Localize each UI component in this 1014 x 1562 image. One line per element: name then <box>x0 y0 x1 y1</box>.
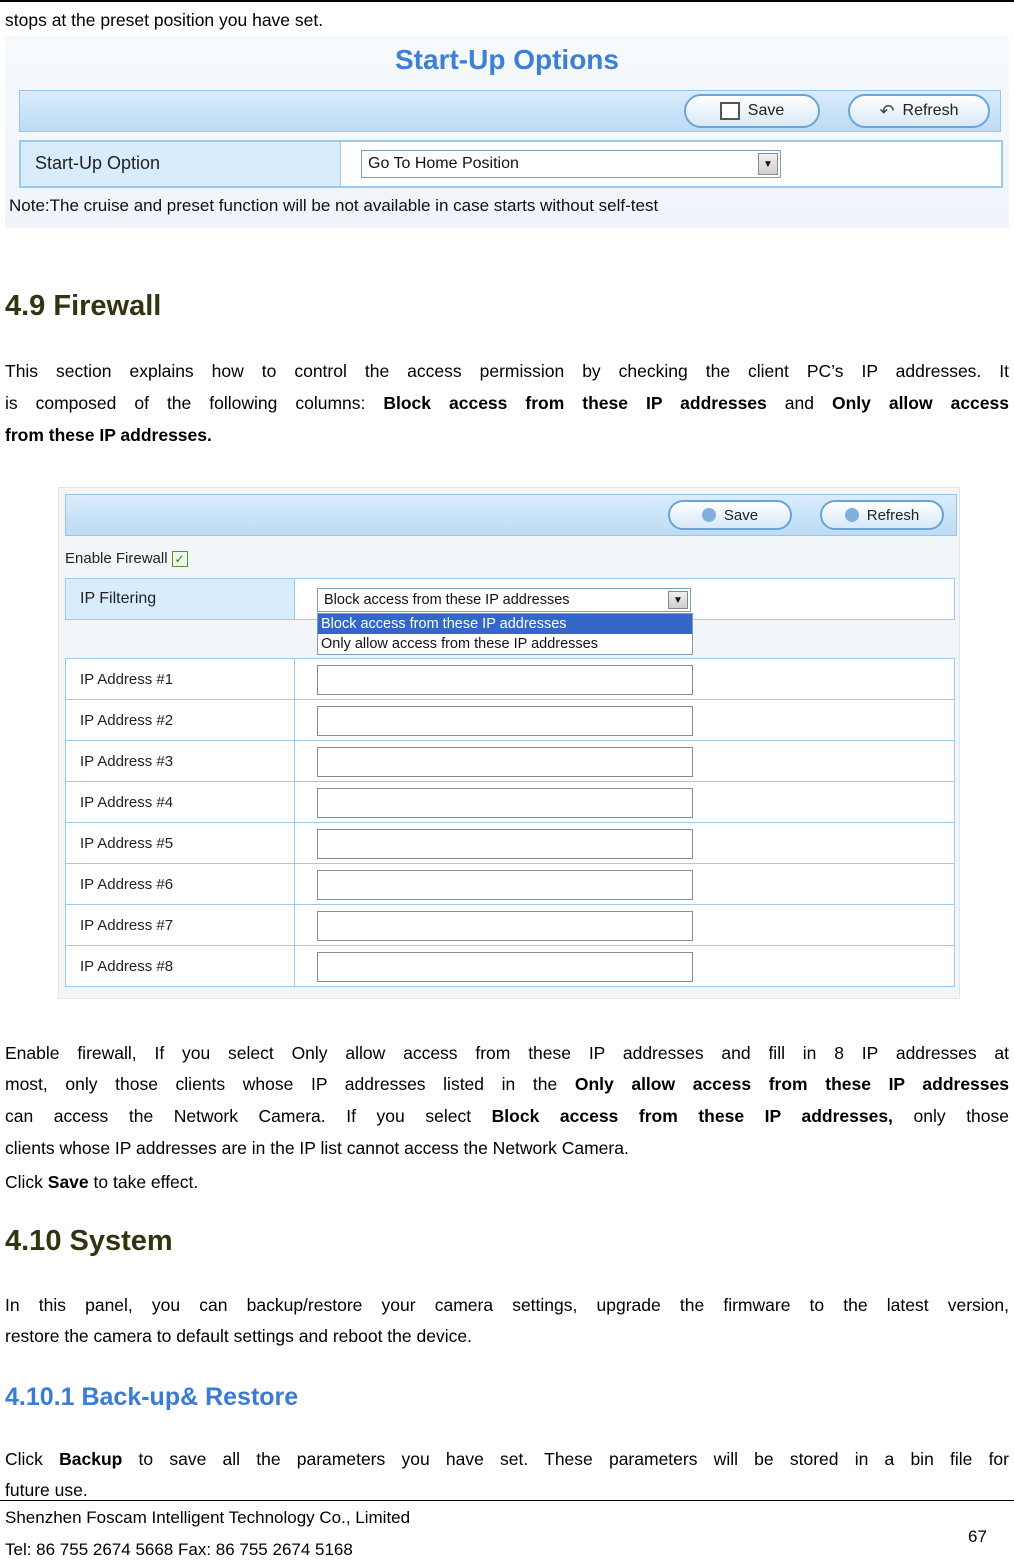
save-circle-icon <box>702 508 716 522</box>
ip-address-input-1[interactable] <box>317 665 693 695</box>
table-row <box>65 781 955 823</box>
ip-filtering-select[interactable] <box>317 588 691 612</box>
startup-refresh-label: Refresh <box>902 102 959 119</box>
firewall-desc-line-1: Enable firewall, If you select Only allow access from these IP addresses and fill in 8 IP addresses at <box>5 1043 1009 1063</box>
ip-address-input-4[interactable] <box>317 788 693 818</box>
ip-address-label: IP Address #4 <box>66 782 295 822</box>
firewall-intro-line-3 <box>5 423 212 447</box>
enable-firewall-checkbox[interactable]: ✓ <box>172 551 188 567</box>
startup-save-button[interactable] <box>684 94 820 128</box>
firewall-intro-2a: is composed of the following columns: <box>5 393 384 413</box>
footer-company: Shenzhen Foscam Intelligent Technology Co., Limited <box>5 1508 411 1527</box>
top-rule <box>0 0 1014 2</box>
backup-line-1 <box>5 1447 1009 1471</box>
table-row <box>65 904 955 946</box>
startup-save-label: Save <box>747 102 785 119</box>
footer-rule <box>0 1500 1014 1501</box>
startup-options-screenshot <box>5 36 1009 228</box>
chevron-down-icon: ▼ <box>668 591 688 609</box>
startup-refresh-button[interactable] <box>848 94 990 128</box>
firewall-intro-3: from these IP addresses. <box>5 425 212 445</box>
startup-option-select[interactable] <box>361 150 781 178</box>
dropdown-option-allow[interactable]: Only allow access from these IP addresses <box>321 636 598 652</box>
system-line-2: restore the camera to default settings and reboot the device. <box>5 1326 472 1346</box>
firewall-desc-3b: Block access from these IP addresses, <box>491 1106 893 1126</box>
ip-address-input-8[interactable] <box>317 952 693 982</box>
firewall-refresh-label: Refresh <box>866 506 920 524</box>
startup-option-row <box>19 140 1003 188</box>
table-row <box>65 740 955 782</box>
enable-firewall-label: Enable Firewall <box>65 550 168 567</box>
ip-address-label: IP Address #1 <box>66 659 295 699</box>
ip-address-input-7[interactable] <box>317 911 693 941</box>
startup-title: Start-Up Options <box>395 44 619 75</box>
firewall-desc-5a: Click <box>5 1172 48 1192</box>
table-row <box>65 699 955 741</box>
footer-contact: Tel: 86 755 2674 5668 Fax: 86 755 2674 5168 <box>5 1540 353 1559</box>
firewall-intro-2c: and <box>766 393 832 413</box>
ip-address-input-3[interactable] <box>317 747 693 777</box>
firewall-save-button[interactable] <box>668 500 792 530</box>
subsection-heading-backup: 4.10.1 Back-up& Restore <box>5 1383 299 1411</box>
ip-address-input-5[interactable] <box>317 829 693 859</box>
continued-text: stops at the preset position you have set. <box>5 10 324 30</box>
ip-address-label: IP Address #2 <box>66 700 295 740</box>
firewall-desc-2a: most, only those clients whose IP addresses listed in the <box>5 1074 575 1094</box>
firewall-intro-2d: Only allow access <box>831 393 1009 413</box>
startup-option-value: Go To Home Position <box>368 155 519 172</box>
firewall-desc-line-2 <box>5 1072 1009 1096</box>
firewall-intro-line-2 <box>5 391 1009 415</box>
ip-filtering-label: IP Filtering <box>66 579 295 619</box>
save-icon <box>720 102 740 120</box>
refresh-circle-icon <box>845 508 859 522</box>
firewall-desc-3a: can access the Network Camera. If you select <box>5 1106 492 1126</box>
ip-address-label: IP Address #7 <box>66 905 295 945</box>
firewall-desc-2b: Only allow access from these IP addresses <box>574 1074 1009 1094</box>
backup-1a: Click <box>5 1449 60 1469</box>
refresh-icon: ↶ <box>879 100 895 121</box>
firewall-toolbar <box>65 494 957 536</box>
table-row <box>65 945 955 987</box>
ip-filtering-dropdown <box>317 613 693 655</box>
firewall-intro-line-1: This section explains how to control the access permission by checking the client PC’s IP addresses. It <box>5 361 1009 381</box>
enable-firewall[interactable] <box>65 550 188 567</box>
firewall-desc-line-5 <box>5 1170 198 1194</box>
page-number: 67 <box>968 1527 987 1546</box>
table-row <box>65 658 955 700</box>
firewall-desc-3c: only those <box>892 1106 1010 1126</box>
firewall-refresh-button[interactable] <box>820 500 944 530</box>
chevron-down-icon: ▼ <box>758 153 778 175</box>
ip-address-label: IP Address #5 <box>66 823 295 863</box>
firewall-desc-line-4: clients whose IP addresses are in the IP list cannot access the Network Camera. <box>5 1138 629 1158</box>
ip-address-input-6[interactable] <box>317 870 693 900</box>
ip-filtering-value: Block access from these IP addresses <box>324 592 570 608</box>
table-row <box>65 863 955 905</box>
dropdown-option-block[interactable]: Block access from these IP addresses <box>318 614 692 634</box>
firewall-intro-2b: Block access from these IP addresses <box>383 393 767 413</box>
section-heading-firewall: 4.9 Firewall <box>5 290 162 322</box>
section-heading-system: 4.10 System <box>5 1225 173 1257</box>
firewall-screenshot <box>58 487 960 999</box>
backup-1b: Backup <box>59 1449 123 1469</box>
firewall-desc-line-3 <box>5 1104 1009 1128</box>
ip-address-input-2[interactable] <box>317 706 693 736</box>
startup-note: Note:The cruise and preset function will be not available in case starts without self-test <box>9 196 659 215</box>
system-line-1: In this panel, you can backup/restore your camera settings, upgrade the firmware to the latest version, <box>5 1295 1009 1315</box>
ip-address-label: IP Address #6 <box>66 864 295 904</box>
ip-address-label: IP Address #3 <box>66 741 295 781</box>
ip-address-label: IP Address #8 <box>66 946 295 986</box>
firewall-save-label: Save <box>723 506 759 524</box>
startup-option-label: Start-Up Option <box>21 142 341 186</box>
startup-toolbar <box>19 90 1001 132</box>
backup-1c: to save all the parameters you have set. These parameters will be stored in a bin file for <box>122 1449 1009 1469</box>
table-row <box>65 822 955 864</box>
firewall-desc-5b: Save <box>47 1172 89 1192</box>
firewall-desc-5c: to take effect. <box>88 1172 199 1192</box>
backup-line-2: future use. <box>5 1480 88 1500</box>
